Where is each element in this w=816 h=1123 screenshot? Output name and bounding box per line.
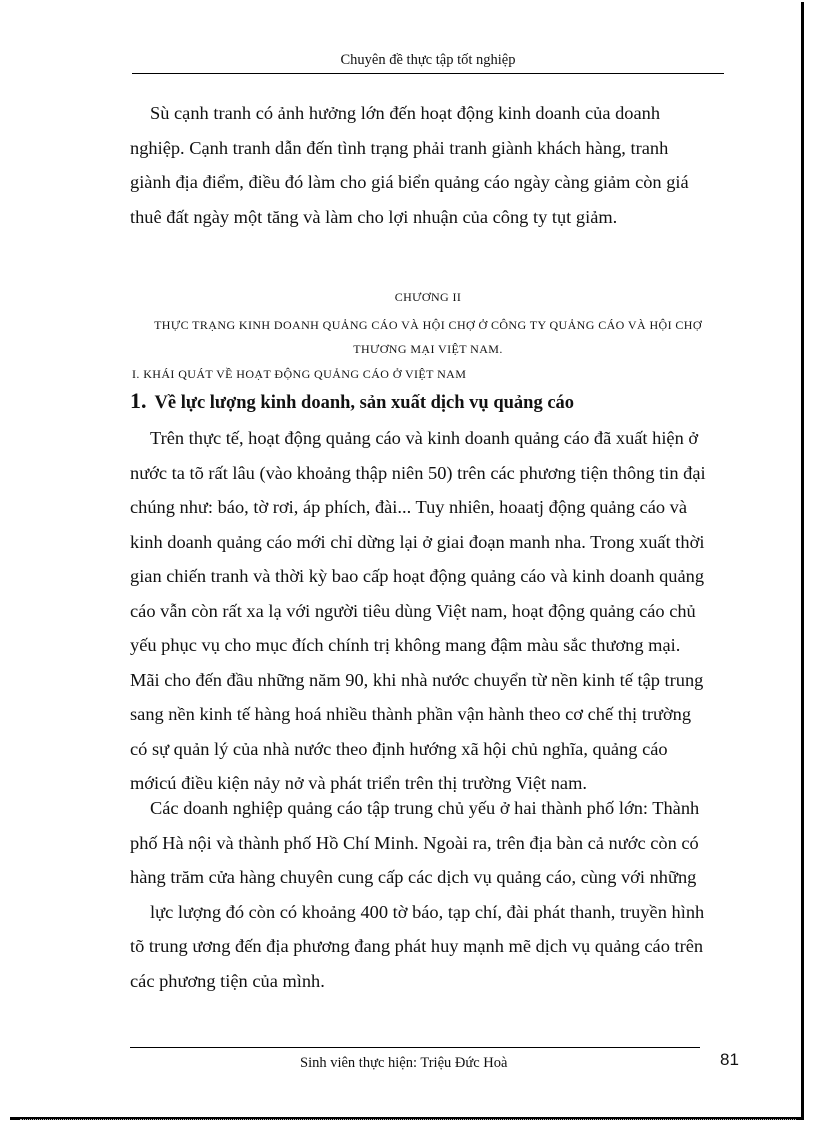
running-header: Chuyên đề thực tập tốt nghiệp (340, 52, 516, 68)
subsection-title: Về lực lượng kinh doanh, sản xuất dịch vụ quảng cáo (154, 393, 575, 413)
paragraph-line: tõ trung ương đến địa phương đang phát huy mạnh mẽ dịch vụ quảng cáo trên (130, 936, 704, 956)
header-rule (132, 73, 724, 74)
paragraph-line: yếu phục vụ cho mục đích chính trị không mang đậm màu sắc thương mại. (130, 635, 681, 655)
paragraph-history (130, 421, 722, 801)
chapter-subtitle-line2: THƯƠNG MẠI VIỆT NAM. (353, 342, 503, 356)
paragraph-line: gian chiến tranh và thời kỳ bao cấp hoạt động quảng cáo và kinh doanh quảng (130, 566, 705, 586)
paragraph-enterprises (130, 791, 722, 998)
paragraph-line: kinh doanh quảng cáo mới chỉ dừng lại ở giai đoạn manh nha. Trong xuất thời (130, 531, 705, 552)
footer-author: Sinh viên thực hiện: Triệu Đức Hoà (300, 1055, 508, 1071)
paragraph-line: nước ta tõ rất lâu (vào khoảng thập niên 50) trên các phương tiện thông tin đại (130, 462, 706, 483)
paragraph-line: Các doanh nghiệp quảng cáo tập trung chủ yếu ở hai thành phố lớn: Thành (150, 798, 700, 818)
paragraph-line: phố Hà nội và thành phố Hồ Chí Minh. Ngoài ra, trên địa bàn cả nước còn có (130, 832, 699, 853)
paragraph-line: cáo vẫn còn rất xa lạ với người tiêu dùng Việt nam, hoạt động quảng cáo chủ (130, 600, 696, 621)
paragraph-line: Trên thực tế, hoạt động quảng cáo và kinh doanh quảng cáo đã xuất hiện ở (150, 428, 699, 448)
paragraph-line: có sự quản lý của nhà nước theo định hướng xã hội chủ nghĩa, quảng cáo (130, 738, 668, 759)
paragraph-line: hàng trăm cửa hàng chuyên cung cấp các dịch vụ quảng cáo, cùng với những (130, 867, 697, 887)
page-number: 81 (720, 1050, 739, 1069)
chapter-title: CHƯƠNG II (394, 290, 462, 304)
paragraph-line: Sù cạnh tranh có ảnh hưởng lớn đến hoạt động kinh doanh của doanh (150, 103, 661, 123)
page-bottom-dotted-line (20, 1119, 796, 1120)
footer-rule (130, 1047, 700, 1048)
paragraph-line: thuê đất ngày một tăng và làm cho lợi nhuận của công ty tụt giảm. (130, 206, 618, 227)
paragraph-line: mớicú điều kiện nảy nở và phát triển trên thị trường Việt nam. (130, 773, 587, 793)
paragraph-line: sang nền kinh tế hàng hoá nhiều thành phần vận hành theo cơ chế thị trường (130, 704, 692, 724)
paragraph-line: lực lượng đó còn có khoảng 400 tờ báo, tạp chí, đài phát thanh, truyền hình (150, 901, 705, 922)
subsection-heading (130, 388, 574, 414)
paragraph-competition (130, 96, 722, 234)
paragraph-line: nghiệp. Cạnh tranh dẫn đến tình trạng phải tranh giành khách hàng, tranh (130, 137, 669, 158)
section-heading: I. KHÁI QUÁT VỀ HOẠT ĐỘNG QUẢNG CÁO Ở VIỆT NAM (132, 367, 467, 381)
chapter-subtitle-line1: THỰC TRẠNG KINH DOANH QUẢNG CÁO VÀ HỘI CHỢ Ở CÔNG TY QUẢNG CÁO VÀ HỘI CHỢ (154, 318, 702, 332)
paragraph-line: Mãi cho đến đầu những năm 90, khi nhà nước chuyển từ nền kinh tế tập trung (130, 669, 704, 690)
paragraph-line: chúng như: báo, tờ rơi, áp phích, đài... Tuy nhiên, hoaatj động quảng cáo và (130, 497, 688, 517)
subsection-number: 1. (130, 388, 147, 413)
paragraph-line: các phương tiện của mình. (130, 970, 325, 991)
paragraph-line: giành địa điểm, điều đó làm cho giá biển quảng cáo ngày càng giảm còn giá (130, 172, 689, 192)
